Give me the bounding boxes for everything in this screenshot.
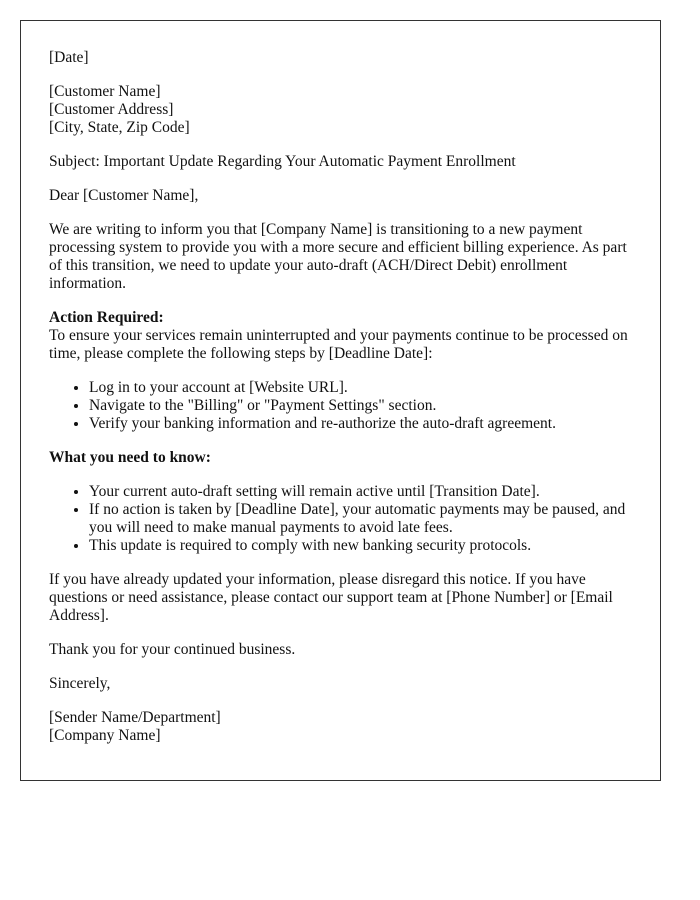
list-item: • Log in to your account at [Website URL]. bbox=[89, 379, 632, 397]
list-item: • This update is required to comply with new banking security protocols. bbox=[89, 537, 632, 555]
recipient-address-block bbox=[49, 83, 632, 137]
action-required-section bbox=[49, 309, 632, 363]
letter-subject: Subject: Important Update Regarding Your Automatic Payment Enrollment bbox=[49, 153, 516, 170]
sign-off: Sincerely, bbox=[49, 675, 111, 692]
intro-paragraph: We are writing to inform you that [Company Name] is transitioning to a new payment processing system to provide you with a more secure and efficient billing experience. As part of this transition, we need to update your auto-draft (ACH/Direct Debit) enrollment information. bbox=[49, 221, 627, 292]
letter-document bbox=[20, 20, 661, 781]
need-to-know-list bbox=[49, 483, 632, 555]
action-required-heading: Action Required: bbox=[49, 309, 164, 326]
recipient-city-state-zip: [City, State, Zip Code] bbox=[49, 119, 190, 136]
list-item: • Navigate to the "Billing" or "Payment Settings" section. bbox=[89, 397, 632, 415]
sender-block bbox=[49, 709, 632, 745]
need-to-know-heading: What you need to know: bbox=[49, 449, 211, 466]
recipient-name: [Customer Name] bbox=[49, 83, 161, 100]
sender-company: [Company Name] bbox=[49, 727, 161, 744]
recipient-address: [Customer Address] bbox=[49, 101, 174, 118]
letter-date: [Date] bbox=[49, 49, 89, 66]
list-item: • Verify your banking information and re-authorize the auto-draft agreement. bbox=[89, 415, 632, 433]
closing-paragraph: If you have already updated your information, please disregard this notice. If you have questions or need assistance, please contact our support team at [Phone Number] or [Email Address]. bbox=[49, 571, 613, 624]
sender-name-department: [Sender Name/Department] bbox=[49, 709, 221, 726]
action-steps-list bbox=[49, 379, 632, 433]
list-item: • If no action is taken by [Deadline Date], your automatic payments may be paused, and you will need to make manual payments to avoid late fees. bbox=[89, 501, 632, 537]
salutation: Dear [Customer Name], bbox=[49, 187, 199, 204]
list-item: • Your current auto-draft setting will remain active until [Transition Date]. bbox=[89, 483, 632, 501]
action-required-text: To ensure your services remain uninterrupted and your payments continue to be processed on time, please complete the following steps by [Deadline Date]: bbox=[49, 327, 628, 362]
thanks-line: Thank you for your continued business. bbox=[49, 641, 296, 658]
